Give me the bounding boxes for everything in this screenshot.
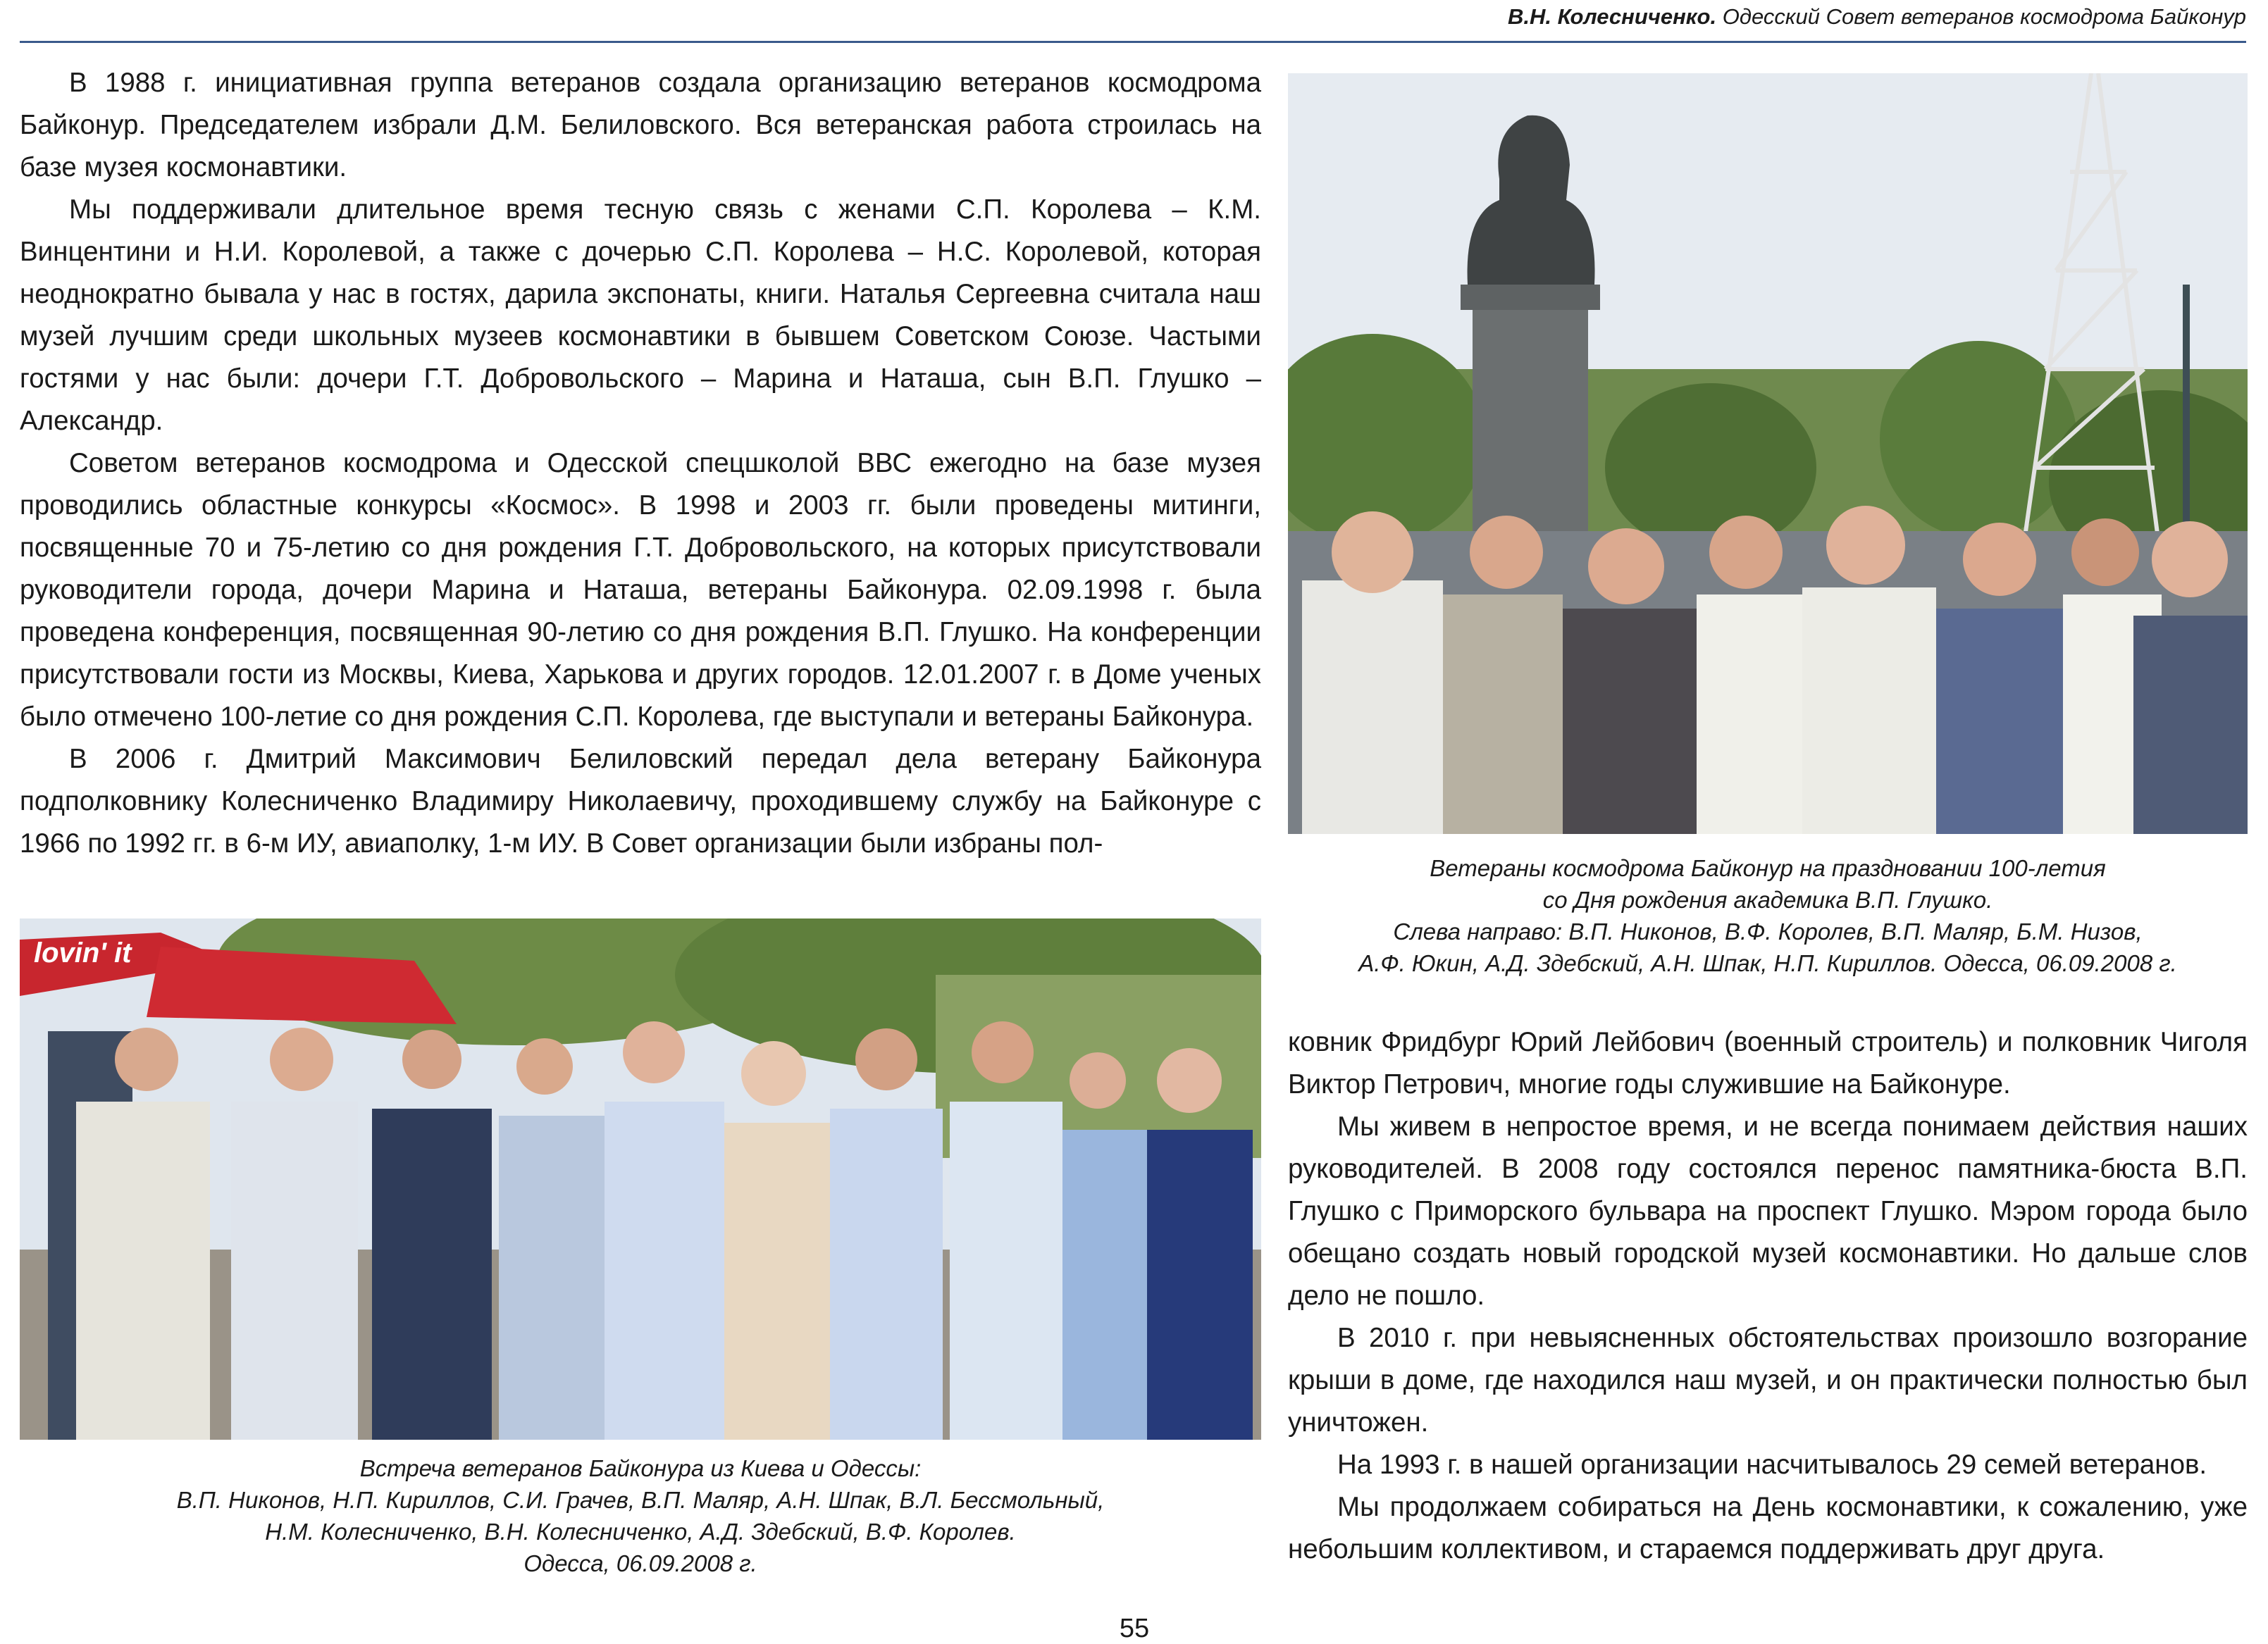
paragraph: В 2010 г. при невыясненных обстоятельствах произошло возгорание крыши в доме, где находился наш музей, и он практически полностью был уничтожен. [1288, 1323, 2248, 1438]
paragraph: В 1988 г. инициативная группа ветеранов создала организацию ветеранов космодрома Байконур. Председателем избрали Д.М. Белиловского. Вся ветеранская работа строилась на базе музея космонавтики. [20, 68, 1261, 182]
photo-veterans-meeting [20, 918, 1261, 1440]
caption-line: Слева направо: В.П. Никонов, В.Ф. Королев, В.П. Маляр, Б.М. Низов, [1393, 918, 2143, 945]
caption-line: В.П. Никонов, Н.П. Кириллов, С.И. Грачев, В.П. Маляр, А.Н. Шпак, В.Л. Бессмольный, [176, 1487, 1105, 1513]
caption-line: А.Ф. Юкин, А.Д. Здебский, А.Н. Шпак, Н.П. Кириллов. Одесса, 06.09.2008 г. [1358, 950, 2177, 976]
page-number: 55 [1119, 1614, 1150, 1643]
paragraph: Советом ветеранов космодрома и Одесской спецшколой ВВС ежегодно на базе музея проводились областные конкурсы «Космос». В 1998 и 2003 гг. были проведены митинги, посвященные 70 и 75-летию со дня рождения Г.Т. Добровольского, на которых присутствовали руководители города, дочери Марина и Наташа, ветераны Байконура. 02.09.1998 г. была проведена конференция, посвященная 90-летию со дня рождения В.П. Глушко. На конференции присутствовали гости из Москвы, Киева, Харькова и других городов. 12.01.2007 г. в Доме ученых было отмечено 100-летие со дня рождения С.П. Королева, где выступали и ветераны Байконура. [20, 448, 1261, 732]
left-text-column [20, 62, 1261, 865]
caption-right-photo [1288, 852, 2248, 979]
caption-line: Встреча ветеранов Байконура из Киева и Одессы: [359, 1455, 922, 1481]
paragraph: В 2006 г. Дмитрий Максимович Белиловский передал дела ветерану Байконура подполковнику Колесниченко Владимиру Николаевичу, проходившему службу на Байконуре с 1966 по 1992 гг. в 6-м ИУ, авиаполку, 1-м ИУ. В Совет организации были избраны пол- [20, 744, 1261, 859]
right-text-column [1288, 1021, 2248, 1571]
header-author: В.Н. Колесниченко. [1507, 4, 1717, 29]
caption-line: Одесса, 06.09.2008 г. [523, 1550, 757, 1576]
photo-glushko-monument [1288, 73, 2248, 834]
sign-text: lovin' it [34, 938, 132, 969]
photo-veterans-meeting-image [20, 918, 1261, 1440]
running-header [20, 0, 2246, 43]
caption-line: Ветераны космодрома Байконур на праздновании 100-летия [1430, 855, 2106, 881]
caption-left-photo [20, 1452, 1261, 1579]
paragraph: Мы поддерживали длительное время тесную связь с женами С.П. Королева – К.М. Винцентини и Н.И. Королевой, а также с дочерью С.П. Королева – Н.С. Королевой, которая неоднократно бывала у нас в гостях, дарила экспонаты, книги. Наталья Сергеевна считала наш музей лучшим среди школьных музеев космонавтики в бывшем Советском Союзе. Частыми гостями у нас были: дочери Г.Т. Добровольского – Марина и Наташа, сын В.П. Глушко – Александр. [20, 194, 1261, 436]
paragraph: Мы продолжаем собираться на День космонавтики, к сожалению, уже небольшим коллективом, и стараемся поддерживать друг друга. [1288, 1492, 2248, 1564]
caption-line: со Дня рождения академика В.П. Глушко. [1542, 887, 1993, 913]
header-title: Одесский Совет ветеранов космодрома Байконур [1722, 4, 2246, 29]
paragraph: Мы живем в непростое время, и не всегда понимаем действия наших руководителей. В 2008 году состоялся перенос памятника-бюста В.П. Глушко с Приморского бульвара на проспект Глушко. Мэром города было обещано создать новый городской музей космонавтики. Но дальше слов дело не пошло. [1288, 1111, 2248, 1311]
caption-line: Н.М. Колесниченко, В.Н. Колесниченко, А.Д. Здебский, В.Ф. Королев. [265, 1519, 1016, 1545]
paragraph-continuation: ковник Фридбург Юрий Лейбович (военный строитель) и полковник Чиголя Виктор Петрович, многие годы служившие на Байконуре. [1288, 1027, 2248, 1100]
paragraph: На 1993 г. в нашей организации насчитывалось 29 семей ветеранов. [1337, 1450, 2207, 1480]
photo-glushko-monument-image [1288, 73, 2248, 834]
